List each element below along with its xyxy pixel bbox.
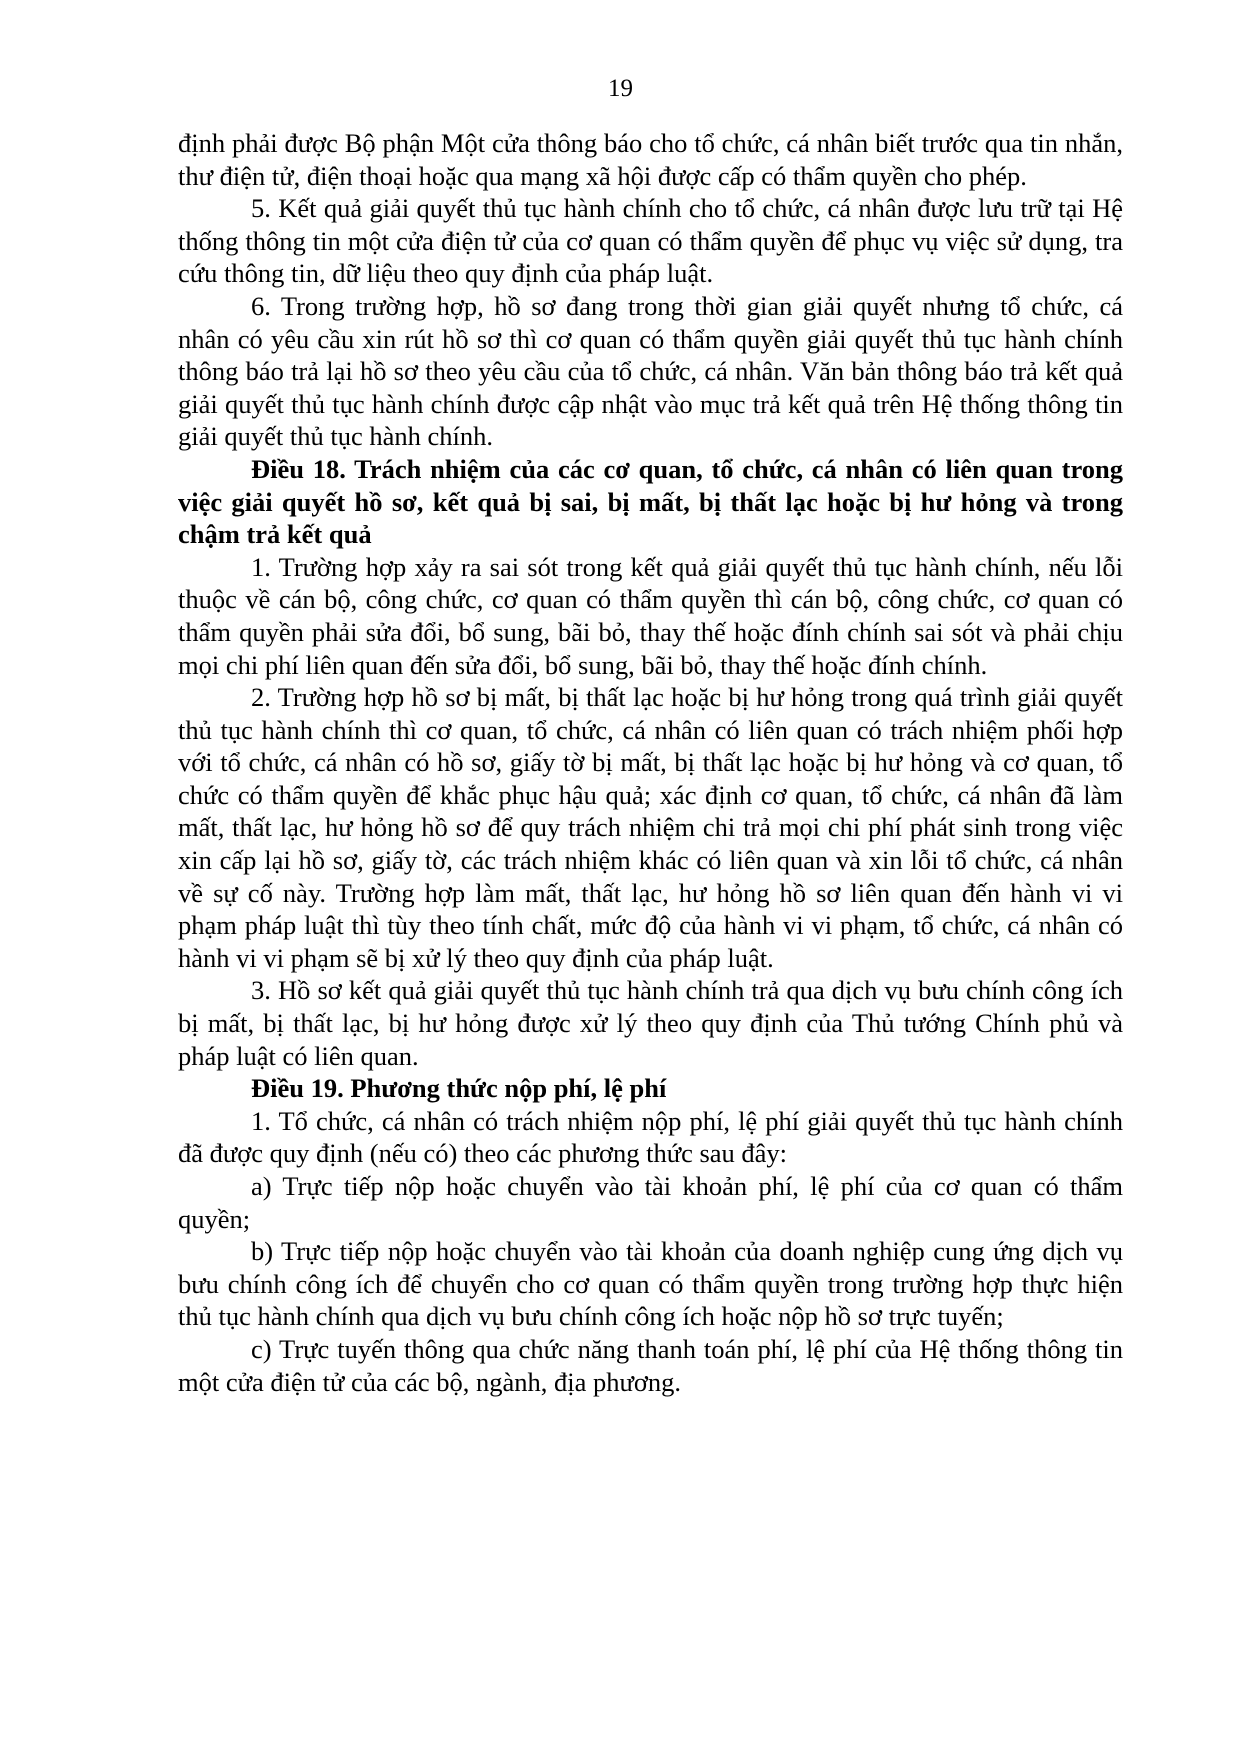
paragraph-clause-5: 5. Kết quả giải quyết thủ tục hành chính cho tổ chức, cá nhân được lưu trữ tại Hệ thống thông tin một cửa điện tử của cơ quan có thẩm quyền để phục vụ việc sử dụng, tra cứu thông tin, dữ liệu theo quy định của pháp luật. [178,193,1123,289]
paragraph-article-18-clause-1: 1. Trường hợp xảy ra sai sót trong kết quả giải quyết thủ tục hành chính, nếu lỗi thuộc về cán bộ, công chức, cơ quan có thẩm quyền thì cán bộ, công chức, cơ quan có thẩm quyền phải sửa đổi, bổ sung, bãi bỏ, thay thế hoặc đính chính sai sót và phải chịu mọi chi phí liên quan đến sửa đổi, bổ sung, bãi bỏ, thay thế hoặc đính chính. [178,551,1123,680]
paragraph-article-18-clause-3: 3. Hồ sơ kết quả giải quyết thủ tục hành chính trả qua dịch vụ bưu chính công ích bị mất, bị thất lạc, bị hư hỏng được xử lý theo quy định của Thủ tướng Chính phủ và pháp luật có liên quan. [178,975,1123,1071]
paragraph-article-18-clause-2: 2. Trường hợp hồ sơ bị mất, bị thất lạc hoặc bị hư hỏng trong quá trình giải quyết thủ tục hành chính thì cơ quan, tổ chức, cá nhân có liên quan có trách nhiệm phối hợp với tổ chức, cá nhân có hồ sơ, giấy tờ bị mất, bị thất lạc hoặc bị hư hỏng và cơ quan, tổ chức có thẩm quyền để khắc phục hậu quả; xác định cơ quan, tổ chức, cá nhân đã làm mất, thất lạc, hư hỏng hồ sơ để quy trách nhiệm chi trả mọi chi phí phát sinh trong việc xin cấp lại hồ sơ, giấy tờ, các trách nhiệm khác có liên quan và xin lỗi tổ chức, cá nhân về sự cố này. Trường hợp làm mất, thất lạc, hư hỏng hồ sơ liên quan đến hành vi vi phạm pháp luật thì tùy theo tính chất, mức độ của hành vi vi phạm, tổ chức, cá nhân có hành vi vi phạm sẽ bị xử lý theo quy định của pháp luật. [178,682,1123,973]
article-18-heading: Điều 18. Trách nhiệm của các cơ quan, tổ chức, cá nhân có liên quan trong việc giải quyết hồ sơ, kết quả bị sai, bị mất, bị thất lạc hoặc bị hư hỏng và trong chậm trả kết quả [178,453,1123,550]
paragraph-item-a: a) Trực tiếp nộp hoặc chuyển vào tài khoản phí, lệ phí của cơ quan có thẩm quyền; [178,1171,1123,1234]
paragraph-continuation: định phải được Bộ phận Một cửa thông báo cho tổ chức, cá nhân biết trước qua tin nhắn, thư điện tử, điện thoại hoặc qua mạng xã hội được cấp có thẩm quyền cho phép. [178,128,1123,191]
document-body [178,127,1123,1398]
page-number: 19 [608,75,633,102]
paragraph-clause-6: 6. Trong trường hợp, hồ sơ đang trong thời gian giải quyết nhưng tổ chức, cá nhân có yêu cầu xin rút hồ sơ thì cơ quan có thẩm quyền giải quyết thủ tục hành chính thông báo trả lại hồ sơ theo yêu cầu của tổ chức, cá nhân. Văn bản thông báo trả kết quả giải quyết thủ tục hành chính được cập nhật vào mục trả kết quả trên Hệ thống thông tin giải quyết thủ tục hành chính. [178,290,1123,452]
article-19-heading: Điều 19. Phương thức nộp phí, lệ phí [251,1073,667,1104]
paragraph-item-c: c) Trực tuyến thông qua chức năng thanh toán phí, lệ phí của Hệ thống thông tin một cửa điện tử của các bộ, ngành, địa phương. [178,1333,1123,1397]
paragraph-article-19-clause-1: 1. Tổ chức, cá nhân có trách nhiệm nộp phí, lệ phí giải quyết thủ tục hành chính đã được quy định (nếu có) theo các phương thức sau đây: [178,1105,1123,1169]
paragraph-item-b: b) Trực tiếp nộp hoặc chuyển vào tài khoản của doanh nghiệp cung ứng dịch vụ bưu chính công ích để chuyển cho cơ quan có thẩm quyền trong trường hợp thực hiện thủ tục hành chính qua dịch vụ bưu chính công ích hoặc nộp hồ sơ trực tuyến; [178,1236,1123,1332]
